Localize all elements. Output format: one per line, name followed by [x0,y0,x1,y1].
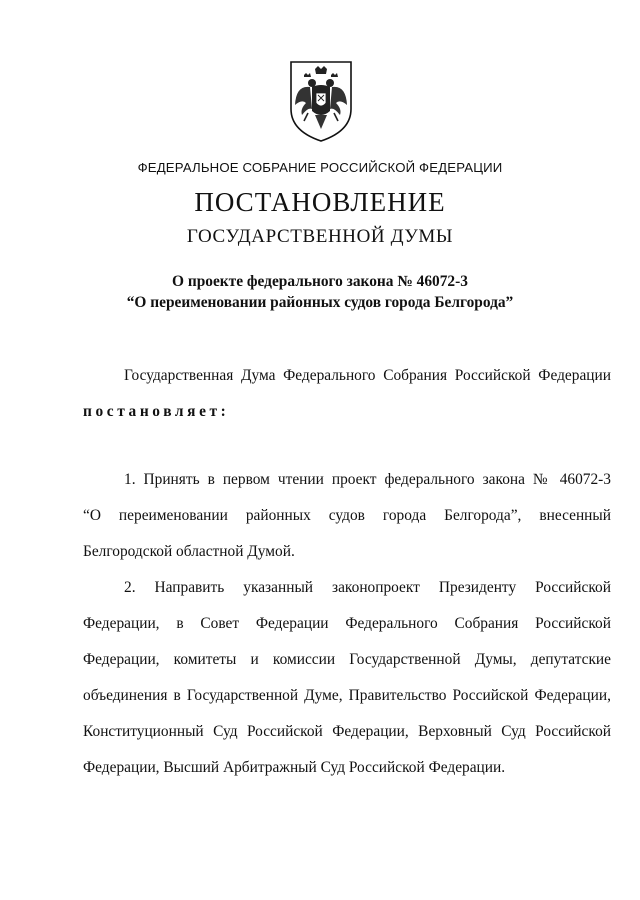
item-2-line: Федерации, Высший Арбитражный Суд Российской Федерации. [83,759,506,776]
subject-line-1: О проекте федерального закона № 46072-3 [172,273,468,290]
item-2-line: Федерации, комитеты и комиссии Государственной Думы, депутатские [83,651,611,668]
subject-line-2: “О переименовании районных судов города Белгорода” [126,294,514,311]
coat-of-arms-icon [288,59,354,143]
organization-name: ФЕДЕРАЛЬНОЕ СОБРАНИЕ РОССИЙСКОЙ ФЕДЕРАЦИИ [137,160,503,175]
item-1-line: “О переименовании районных судов города Белгорода”, внесенный [83,507,611,524]
item-1-line: Белгородской областной Думой. [83,543,295,560]
preamble-text: Государственная Дума Федерального Собрания Российской Федерации [124,367,611,384]
item-2-line: объединения в Государственной Думе, Правительство Российской Федерации, [83,687,611,704]
item-2-line: 2. Направить указанный законопроект Президенту Российской [124,579,611,596]
document-type: ПОСТАНОВЛЕНИЕ [194,187,446,217]
item-2-line: Федерации, в Совет Федерации Федерального Собрания Российской [83,615,611,632]
document-issuer: ГОСУДАРСТВЕННОЙ ДУМЫ [186,226,454,247]
decree-word: постановляет: [83,403,230,420]
item-2-line: Конституционный Суд Российской Федерации, Верховный Суд Российской [83,723,611,740]
item-1-line: 1. Принять в первом чтении проект федерального закона № 46072-3 [124,471,611,488]
